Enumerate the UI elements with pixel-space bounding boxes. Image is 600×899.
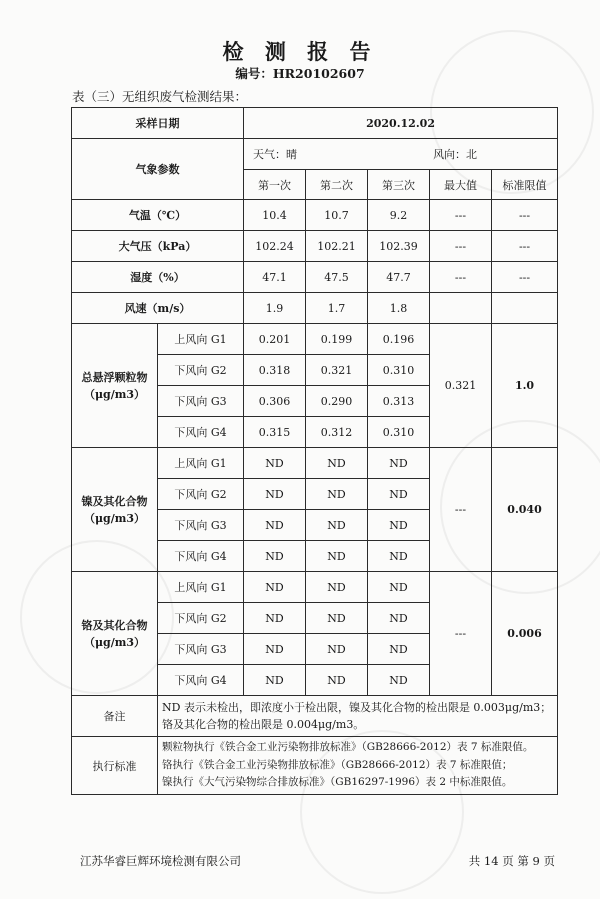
table-cell: 47.5 bbox=[306, 262, 368, 293]
meteo-label: 气象参数 bbox=[72, 139, 244, 200]
table-cell: 0.199 bbox=[306, 324, 368, 355]
table-cell: ND bbox=[368, 541, 430, 572]
sampling-point: 下风向 G4 bbox=[158, 665, 244, 696]
meteo-row bbox=[72, 200, 558, 231]
table-cell: ND bbox=[306, 665, 368, 696]
table-cell: --- bbox=[492, 231, 558, 262]
table-cell: 0.310 bbox=[368, 417, 430, 448]
standards-row bbox=[72, 737, 558, 795]
col-head: 最大值 bbox=[430, 170, 492, 200]
meteo-row bbox=[72, 293, 558, 324]
table-cell: 0.315 bbox=[244, 417, 306, 448]
col-head: 第二次 bbox=[306, 170, 368, 200]
sampling-point: 上风向 G1 bbox=[158, 324, 244, 355]
table-cell bbox=[492, 293, 558, 324]
table-cell: 0.318 bbox=[244, 355, 306, 386]
table-cell: --- bbox=[492, 262, 558, 293]
standard-line: 颗粒物执行《铁合金工业污染物排放标准》（GB28666-2012）表 7 标准限值。 bbox=[162, 741, 534, 754]
table-cell: 102.39 bbox=[368, 231, 430, 262]
weather-cell bbox=[244, 139, 558, 170]
table-cell: ND bbox=[244, 634, 306, 665]
table-cell: 0.290 bbox=[306, 386, 368, 417]
meteo-row bbox=[72, 231, 558, 262]
pollutant-name: 镍及其化合物 bbox=[81, 494, 148, 508]
date-value: 2020.12.02 bbox=[244, 108, 558, 139]
date-label: 采样日期 bbox=[72, 108, 244, 139]
meteo-row-label: 气温（℃） bbox=[72, 200, 244, 231]
table-cell: 1.9 bbox=[244, 293, 306, 324]
sampling-point: 下风向 G2 bbox=[158, 355, 244, 386]
table-cell: 0.321 bbox=[306, 355, 368, 386]
table-cell: ND bbox=[368, 448, 430, 479]
table-cell: 102.24 bbox=[244, 231, 306, 262]
limit-value: 1.0 bbox=[492, 324, 558, 448]
footer-company: 江苏华睿巨辉环境检测有限公司 bbox=[80, 854, 241, 868]
pollutant-unit: （μg/m3） bbox=[83, 635, 146, 649]
table-cell: ND bbox=[368, 603, 430, 634]
table-row bbox=[72, 572, 558, 603]
table-cell: --- bbox=[430, 231, 492, 262]
table-row bbox=[72, 324, 558, 355]
table-cell: ND bbox=[306, 479, 368, 510]
table-cell: 10.7 bbox=[306, 200, 368, 231]
sampling-point: 下风向 G2 bbox=[158, 479, 244, 510]
sampling-point: 下风向 G3 bbox=[158, 510, 244, 541]
table-cell: ND bbox=[244, 572, 306, 603]
max-value: 0.321 bbox=[430, 324, 492, 448]
table-cell: 0.312 bbox=[306, 417, 368, 448]
meteo-row-label: 风速（m/s） bbox=[72, 293, 244, 324]
table-cell: --- bbox=[430, 262, 492, 293]
table-cell: ND bbox=[368, 510, 430, 541]
sampling-point: 下风向 G4 bbox=[158, 417, 244, 448]
table-cell: ND bbox=[306, 603, 368, 634]
standard-line: 镍执行《大气污染物综合排放标准》（GB16297-1996）表 2 中标准限值。 bbox=[162, 776, 513, 789]
table-cell: ND bbox=[244, 479, 306, 510]
sampling-point: 下风向 G2 bbox=[158, 603, 244, 634]
table-cell: ND bbox=[306, 572, 368, 603]
table-cell: ND bbox=[368, 634, 430, 665]
pollutant-unit: （μg/m3） bbox=[83, 387, 146, 401]
table-cell: ND bbox=[244, 448, 306, 479]
table-cell: ND bbox=[368, 572, 430, 603]
pollutant-name: 铬及其化合物 bbox=[81, 618, 148, 632]
weather-value: 天气：晴 bbox=[253, 148, 297, 161]
pollutant-label bbox=[72, 324, 158, 448]
standards-text bbox=[158, 737, 558, 795]
pollutant-label bbox=[72, 572, 158, 696]
meteo-row-label: 大气压（kPa） bbox=[72, 231, 244, 262]
table-cell: ND bbox=[244, 541, 306, 572]
max-value: --- bbox=[430, 448, 492, 572]
table-cell: 0.306 bbox=[244, 386, 306, 417]
remarks-row bbox=[72, 696, 558, 737]
table-cell: ND bbox=[368, 479, 430, 510]
limit-value: 0.006 bbox=[492, 572, 558, 696]
table-cell: 1.7 bbox=[306, 293, 368, 324]
standard-line: 铬执行《铁合金工业污染物排放标准》（GB28666-2012）表 7 标准限值； bbox=[162, 758, 513, 771]
wind-direction: 风向：北 bbox=[433, 148, 478, 161]
table-cell: ND bbox=[306, 634, 368, 665]
table-cell: ND bbox=[306, 541, 368, 572]
col-head: 标准限值 bbox=[492, 170, 558, 200]
sampling-point: 下风向 G3 bbox=[158, 634, 244, 665]
sampling-point: 上风向 G1 bbox=[158, 448, 244, 479]
table-cell: 1.8 bbox=[368, 293, 430, 324]
table-cell: 0.201 bbox=[244, 324, 306, 355]
results-table bbox=[71, 107, 558, 795]
table-cell: 10.4 bbox=[244, 200, 306, 231]
report-number: 编号：HR20102607 bbox=[235, 66, 365, 81]
table-cell: --- bbox=[430, 200, 492, 231]
remarks-text: ND 表示未检出，即浓度小于检出限，镍及其化合物的检出限是 0.003μg/m3；铬及其化合物的检出限是 0.004μg/m3。 bbox=[158, 696, 558, 737]
limit-value: 0.040 bbox=[492, 448, 558, 572]
sampling-point: 下风向 G4 bbox=[158, 541, 244, 572]
table-cell: 0.196 bbox=[368, 324, 430, 355]
sampling-date-row bbox=[72, 108, 558, 139]
col-head: 第一次 bbox=[244, 170, 306, 200]
weather-row bbox=[72, 139, 558, 170]
pollutant-unit: （μg/m3） bbox=[83, 511, 146, 525]
table-cell: ND bbox=[244, 510, 306, 541]
table-cell: --- bbox=[492, 200, 558, 231]
meteo-row-label: 湿度（%） bbox=[72, 262, 244, 293]
table-cell: 0.310 bbox=[368, 355, 430, 386]
table-cell: 47.1 bbox=[244, 262, 306, 293]
table-cell: 0.313 bbox=[368, 386, 430, 417]
remarks-label: 备注 bbox=[72, 696, 158, 737]
col-head: 第三次 bbox=[368, 170, 430, 200]
table-cell: ND bbox=[368, 665, 430, 696]
table-cell: ND bbox=[306, 510, 368, 541]
page-title: 检 测 报 告 bbox=[222, 39, 378, 64]
table-caption: 表（三）无组织废气检测结果： bbox=[72, 89, 248, 104]
sampling-point: 下风向 G3 bbox=[158, 386, 244, 417]
pollutant-label bbox=[72, 448, 158, 572]
meteo-row bbox=[72, 262, 558, 293]
standards-label: 执行标准 bbox=[72, 737, 158, 795]
table-cell: 9.2 bbox=[368, 200, 430, 231]
table-cell: ND bbox=[244, 603, 306, 634]
table-cell: 102.21 bbox=[306, 231, 368, 262]
table-cell: ND bbox=[306, 448, 368, 479]
pollutant-name: 总悬浮颗粒物 bbox=[81, 370, 148, 384]
table-cell: 47.7 bbox=[368, 262, 430, 293]
table-row bbox=[72, 448, 558, 479]
table-cell: ND bbox=[244, 665, 306, 696]
page-number: 共 14 页 第 9 页 bbox=[468, 854, 555, 868]
max-value: --- bbox=[430, 572, 492, 696]
table-cell bbox=[430, 293, 492, 324]
sampling-point: 上风向 G1 bbox=[158, 572, 244, 603]
